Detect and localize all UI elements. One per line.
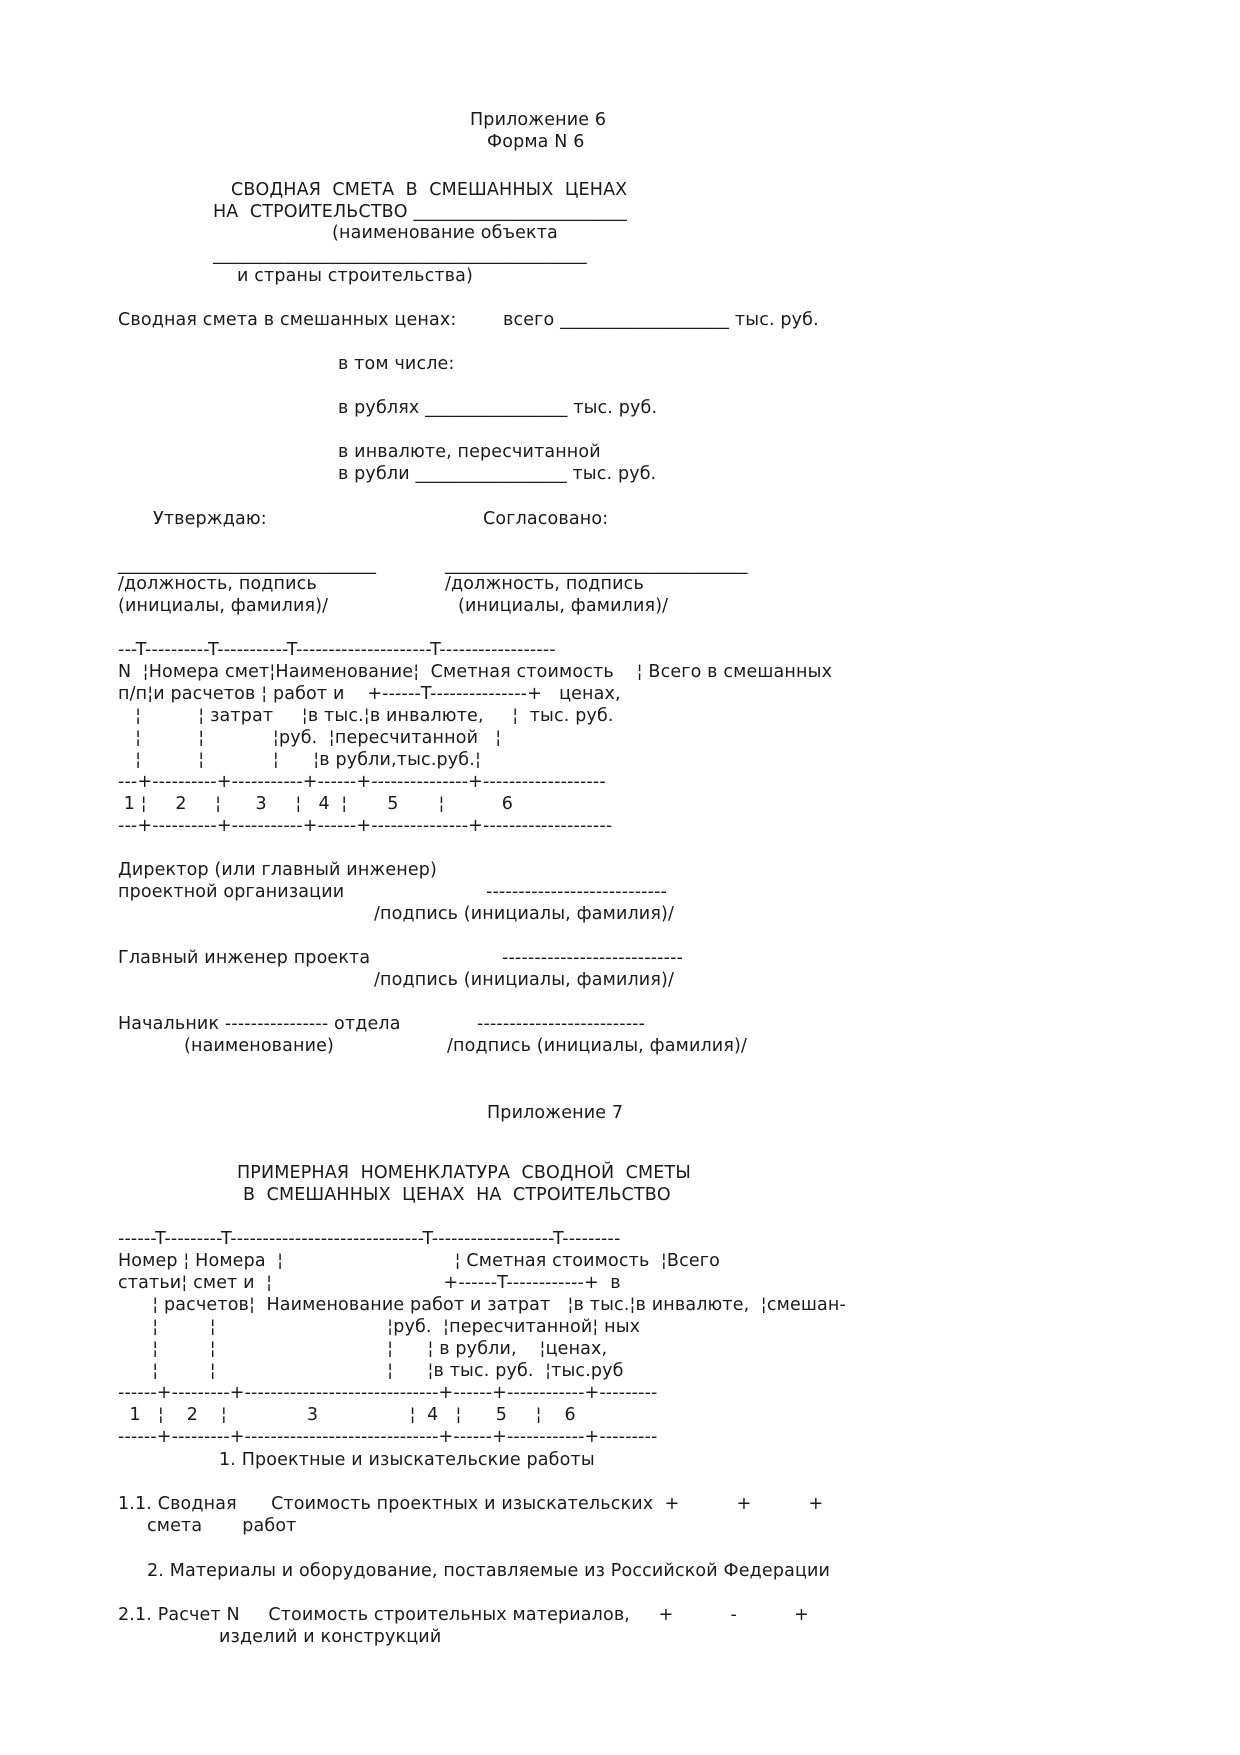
chief-eng-dash: ---------------------------- [502,948,684,968]
t2-row-09: 1 ¦ 2 ¦ 3 ¦ 4 ¦ 5 ¦ 6 [118,1405,576,1425]
total-label: Сводная смета в смешанных ценах: [118,310,457,330]
sec1-title: 1. Проектные и изыскательские работы [219,1450,595,1470]
item-1-1-b: смета работ [147,1516,297,1536]
t1-row-07: ---+----------+-----------+------+---------------+------------------- [118,772,606,792]
t1-row-01: ---T----------T-----------T---------------------T------------------ [118,640,556,660]
t1-row-05: ¦ ¦ ¦руб. ¦пересчитанной ¦ [118,728,502,748]
t2-row-08: ------+---------+------------------------------+------+------------+--------- [118,1383,658,1403]
nomen-title-1: ПРИМЕРНАЯ НОМЕНКЛАТУРА СВОДНОЙ СМЕТЫ [237,1163,691,1183]
object-name-line: __________________________________________ [213,245,587,265]
item-1-1-a: 1.1. Сводная Стоимость проектных и изыскательских + + + [118,1494,824,1514]
currency-line-2: в рубли _________________ тыс. руб. [338,464,657,484]
country-hint: и страны строительства) [237,266,473,286]
currency-line-1: в инвалюте, пересчитанной [338,442,601,462]
t2-row-01: ------T---------T------------------------------T-------------------T--------- [118,1229,621,1249]
t1-row-08: 1 ¦ 2 ¦ 3 ¦ 4 ¦ 5 ¦ 6 [118,794,513,814]
director-line-1: Директор (или главный инженер) [118,860,437,880]
t1-row-03: п/п¦и расчетов ¦ работ и +------T---------------+ ценах, [118,684,621,704]
t2-row-04: ¦ расчетов¦ Наименование работ и затрат ¦в тыс.¦в инвалюте, ¦смешан- [118,1295,846,1315]
item-2-1-a: 2.1. Расчет N Стоимость строительных материалов, + - + [118,1605,809,1625]
initials-left: (инициалы, фамилия)/ [118,596,329,616]
head-dept-label: Начальник ---------------- отдела [118,1014,401,1034]
t1-row-04: ¦ ¦ затрат ¦в тыс.¦в инвалюте, ¦ тыс. руб. [118,706,614,726]
approve-label: Утверждаю: [153,509,267,529]
head-dept-sig: /подпись (инициалы, фамилия)/ [447,1036,748,1056]
object-name-hint: (наименование объекта [332,223,558,243]
including-label: в том числе: [338,354,455,374]
form6-title: Форма N 6 [487,132,585,152]
t2-row-10: ------+---------+------------------------------+------+------------+--------- [118,1427,658,1447]
director-line-2: проектной организации [118,882,345,902]
nomen-title-2: В СМЕШАННЫХ ЦЕНАХ НА СТРОИТЕЛЬСТВО [243,1185,671,1205]
app6-title: Приложение 6 [470,110,607,130]
agreed-label: Согласовано: [483,509,609,529]
t2-row-03: статьи¦ смет и ¦ +------T------------+ в [118,1273,621,1293]
chief-eng-sig: /подпись (инициалы, фамилия)/ [374,970,675,990]
t2-row-02: Номер ¦ Номера ¦ ¦ Сметная стоимость ¦Всего [118,1251,720,1271]
initials-right: (инициалы, фамилия)/ [458,596,669,616]
sec2-title: 2. Материалы и оборудование, поставляемые из Российской Федерации [147,1561,831,1581]
app7-title: Приложение 7 [487,1103,624,1123]
t1-row-02: N ¦Номера смет¦Наименование¦ Сметная стоимость ¦ Всего в смешанных [118,662,833,682]
director-dash: ---------------------------- [486,882,668,902]
total-value: всего ___________________ тыс. руб. [503,310,819,330]
head-dept-dash: -------------------------- [477,1014,646,1034]
t1-row-06: ¦ ¦ ¦ ¦в рубли,тыс.руб.¦ [118,750,481,770]
estimate-title-2: НА СТРОИТЕЛЬСТВО ________________________ [213,202,628,222]
director-sig: /подпись (инициалы, фамилия)/ [374,904,675,924]
head-dept-hint: (наименование) [184,1036,335,1056]
t2-row-06: ¦ ¦ ¦ ¦ в рубли, ¦ценах, [118,1339,608,1359]
rubles-line: в рублях ________________ тыс. руб. [338,398,658,418]
chief-eng-label: Главный инженер проекта [118,948,371,968]
t1-row-09: ---+----------+-----------+------+---------------+-------------------- [118,816,613,836]
estimate-title-1: СВОДНАЯ СМЕТА В СМЕШАННЫХ ЦЕНАХ [231,180,628,200]
sign-line-right: __________________________________ [445,555,748,575]
position-left: /должность, подпись [118,574,317,594]
item-2-1-b: изделий и конструкций [219,1627,442,1647]
t2-row-07: ¦ ¦ ¦ ¦в тыс. руб. ¦тыс.руб [118,1361,624,1381]
sign-line-left: _____________________________ [118,555,377,575]
t2-row-05: ¦ ¦ ¦руб. ¦пересчитанной¦ ных [118,1317,641,1337]
position-right: /должность, подпись [445,574,644,594]
